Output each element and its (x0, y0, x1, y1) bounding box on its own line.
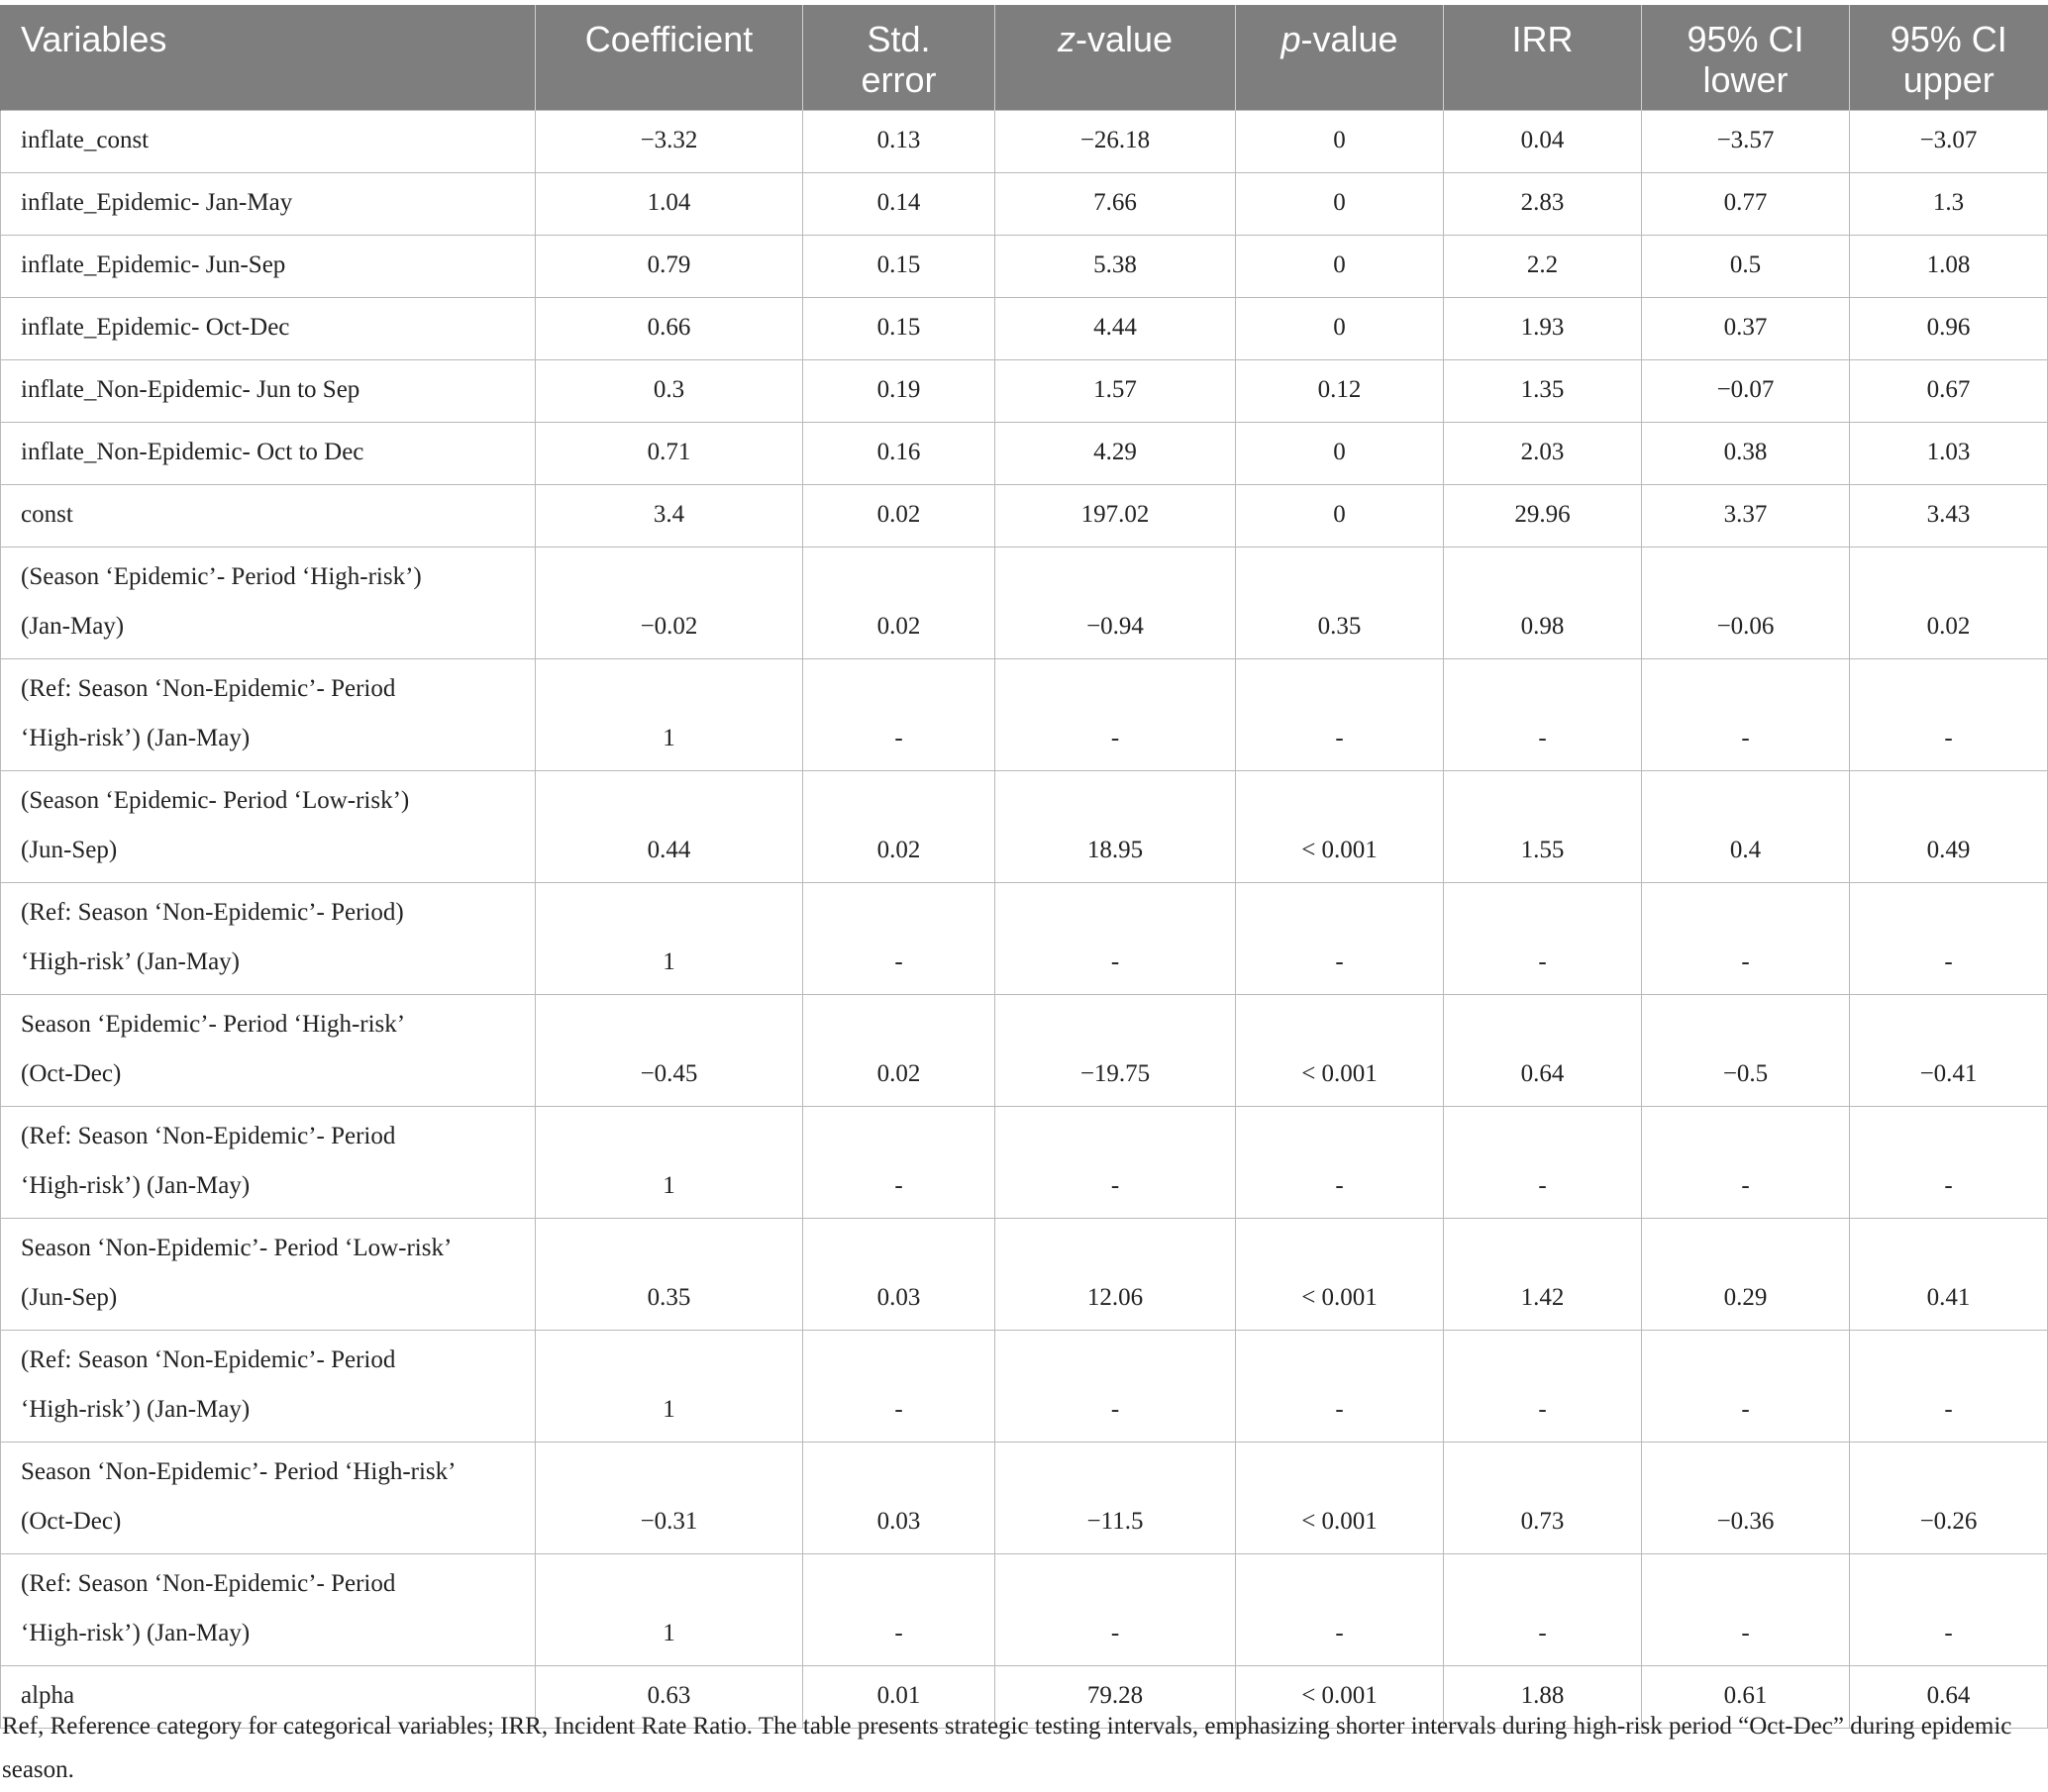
z-value-cell: −19.75 (995, 995, 1236, 1107)
std-error-cell: 0.16 (803, 423, 995, 485)
p-value-cell: 0.35 (1236, 548, 1444, 659)
variable-cell (1, 1107, 536, 1219)
table-row (1, 173, 2048, 236)
irr-cell: 1.93 (1444, 298, 1642, 360)
std-error-cell: 0.13 (803, 111, 995, 173)
header-std-error-line1: Std. (867, 19, 931, 59)
ci-lower-cell: −0.5 (1642, 995, 1850, 1107)
z-value-cell: - (995, 659, 1236, 771)
coefficient-cell: 1 (536, 1331, 803, 1443)
irr-cell: 1.55 (1444, 771, 1642, 883)
variable-line: (Oct-Dec) (21, 1060, 122, 1087)
variable-line: (Ref: Season ‘Non-Epidemic’- Period (21, 675, 396, 702)
z-value-cell: - (995, 1331, 1236, 1443)
p-value-cell: < 0.001 (1236, 1666, 1444, 1729)
variable-cell (1, 883, 536, 995)
header-ci-lower-line1: 95% CI (1687, 19, 1804, 59)
header-variables: Variables (1, 5, 536, 111)
table-row (1, 1554, 2048, 1666)
p-value-cell: < 0.001 (1236, 771, 1444, 883)
p-value-cell: 0 (1236, 423, 1444, 485)
ci-lower-cell: 0.61 (1642, 1666, 1850, 1729)
variable-line: inflate_Epidemic- Jan-May (21, 189, 293, 216)
ci-upper-cell: −0.26 (1850, 1443, 2048, 1554)
table-row (1, 771, 2048, 883)
z-value-cell: −26.18 (995, 111, 1236, 173)
std-error-cell: - (803, 1107, 995, 1219)
irr-cell: 0.64 (1444, 995, 1642, 1107)
variable-cell (1, 298, 536, 360)
irr-cell: 2.83 (1444, 173, 1642, 236)
table-header (1, 5, 2048, 111)
ci-upper-cell: - (1850, 1107, 2048, 1219)
header-z-rest: -value (1075, 19, 1174, 59)
std-error-cell: 0.02 (803, 548, 995, 659)
header-z-value (995, 5, 1236, 111)
irr-cell: - (1444, 1331, 1642, 1443)
irr-cell: 1.88 (1444, 1666, 1642, 1729)
p-value-cell: - (1236, 659, 1444, 771)
ci-lower-cell: −3.57 (1642, 111, 1850, 173)
p-value-cell: - (1236, 1554, 1444, 1666)
table-row (1, 1443, 2048, 1554)
coefficient-cell: 0.71 (536, 423, 803, 485)
variable-line: ‘High-risk’ (Jan-May) (21, 948, 240, 975)
table-row (1, 360, 2048, 423)
variable-line: (Jan-May) (21, 613, 125, 640)
p-value-cell: - (1236, 883, 1444, 995)
p-value-cell: < 0.001 (1236, 1219, 1444, 1331)
table-row (1, 995, 2048, 1107)
variable-cell (1, 485, 536, 548)
ci-lower-cell: −0.06 (1642, 548, 1850, 659)
regression-table (0, 5, 2048, 1729)
ci-lower-cell: - (1642, 1554, 1850, 1666)
irr-cell: - (1444, 1107, 1642, 1219)
z-value-cell: 18.95 (995, 771, 1236, 883)
p-value-cell: 0 (1236, 485, 1444, 548)
ci-lower-cell: - (1642, 1331, 1850, 1443)
p-value-cell: 0 (1236, 236, 1444, 298)
variable-cell (1, 1331, 536, 1443)
variable-cell (1, 1443, 536, 1554)
variable-line: ‘High-risk’) (Jan-May) (21, 725, 251, 751)
variable-cell (1, 1554, 536, 1666)
coefficient-cell: 0.63 (536, 1666, 803, 1729)
ci-upper-cell: 1.03 (1850, 423, 2048, 485)
ci-upper-cell: 0.02 (1850, 548, 2048, 659)
variable-line: (Ref: Season ‘Non-Epidemic’- Period (21, 1570, 396, 1597)
coefficient-cell: 3.4 (536, 485, 803, 548)
table-row (1, 1219, 2048, 1331)
variable-line: inflate_Epidemic- Oct-Dec (21, 314, 290, 341)
p-value-cell: 0.12 (1236, 360, 1444, 423)
coefficient-cell: −3.32 (536, 111, 803, 173)
z-value-cell: −0.94 (995, 548, 1236, 659)
table-row (1, 111, 2048, 173)
std-error-cell: 0.14 (803, 173, 995, 236)
table-row (1, 236, 2048, 298)
variable-cell (1, 111, 536, 173)
ci-upper-cell: 0.49 (1850, 771, 2048, 883)
z-value-cell: 5.38 (995, 236, 1236, 298)
variable-cell (1, 360, 536, 423)
coefficient-cell: 1.04 (536, 173, 803, 236)
table-row (1, 423, 2048, 485)
z-value-cell: - (995, 883, 1236, 995)
variable-line: (Jun-Sep) (21, 1284, 118, 1311)
header-std-error (803, 5, 995, 111)
header-ci-lower-line2: lower (1702, 59, 1789, 100)
variable-line: (Ref: Season ‘Non-Epidemic’- Period) (21, 899, 404, 926)
variable-cell (1, 548, 536, 659)
ci-upper-cell: 1.3 (1850, 173, 2048, 236)
ci-lower-cell: - (1642, 659, 1850, 771)
table-row (1, 485, 2048, 548)
std-error-cell: 0.02 (803, 771, 995, 883)
header-z-italic: z (1057, 19, 1075, 59)
variable-cell (1, 995, 536, 1107)
variable-line: (Season ‘Epidemic’- Period ‘High-risk’) (21, 563, 422, 590)
coefficient-cell: −0.45 (536, 995, 803, 1107)
ci-upper-cell: 0.67 (1850, 360, 2048, 423)
variable-cell (1, 771, 536, 883)
variable-line: Season ‘Non-Epidemic’- Period ‘Low-risk’ (21, 1235, 453, 1261)
irr-cell: 0.73 (1444, 1443, 1642, 1554)
variable-line: ‘High-risk’) (Jan-May) (21, 1620, 251, 1646)
ci-upper-cell: - (1850, 659, 2048, 771)
irr-cell: 29.96 (1444, 485, 1642, 548)
ci-upper-cell: - (1850, 883, 2048, 995)
irr-cell: - (1444, 659, 1642, 771)
ci-lower-cell: 0.77 (1642, 173, 1850, 236)
irr-cell: 2.03 (1444, 423, 1642, 485)
ci-upper-cell: - (1850, 1554, 2048, 1666)
ci-lower-cell: −0.36 (1642, 1443, 1850, 1554)
coefficient-cell: −0.02 (536, 548, 803, 659)
std-error-cell: 0.01 (803, 1666, 995, 1729)
variable-line: (Oct-Dec) (21, 1508, 122, 1535)
z-value-cell: - (995, 1554, 1236, 1666)
variable-line: alpha (21, 1682, 75, 1709)
header-ci-upper-line1: 95% CI (1890, 19, 2007, 59)
header-row (1, 5, 2048, 111)
ci-upper-cell: −3.07 (1850, 111, 2048, 173)
variable-cell (1, 659, 536, 771)
ci-upper-cell: 0.64 (1850, 1666, 2048, 1729)
irr-cell: - (1444, 1554, 1642, 1666)
ci-upper-cell: 0.96 (1850, 298, 2048, 360)
irr-cell: 1.35 (1444, 360, 1642, 423)
variable-cell (1, 236, 536, 298)
variable-cell (1, 423, 536, 485)
variable-line: (Jun-Sep) (21, 837, 118, 863)
ci-lower-cell: 0.29 (1642, 1219, 1850, 1331)
ci-lower-cell: - (1642, 883, 1850, 995)
header-p-value (1236, 5, 1444, 111)
header-irr: IRR (1444, 5, 1642, 111)
header-ci-lower (1642, 5, 1850, 111)
coefficient-cell: 1 (536, 883, 803, 995)
table-row (1, 883, 2048, 995)
coefficient-cell: 1 (536, 1554, 803, 1666)
p-value-cell: < 0.001 (1236, 995, 1444, 1107)
irr-cell: 2.2 (1444, 236, 1642, 298)
table-row (1, 659, 2048, 771)
p-value-cell: 0 (1236, 111, 1444, 173)
z-value-cell: −11.5 (995, 1443, 1236, 1554)
coefficient-cell: 1 (536, 1107, 803, 1219)
variable-line: Season ‘Non-Epidemic’- Period ‘High-risk’ (21, 1458, 457, 1485)
ci-upper-cell: −0.41 (1850, 995, 2048, 1107)
p-value-cell: < 0.001 (1236, 1443, 1444, 1554)
std-error-cell: - (803, 1331, 995, 1443)
irr-cell: 0.98 (1444, 548, 1642, 659)
table-row (1, 1107, 2048, 1219)
table-footnote: Ref, Reference category for categorical variables; IRR, Incident Rate Ratio. The table presents strategic testing intervals, emphasizing shorter intervals during high-risk period “Oct-Dec” during epidemic season. (2, 1713, 2012, 1783)
ci-lower-cell: 0.4 (1642, 771, 1850, 883)
coefficient-cell: 0.44 (536, 771, 803, 883)
ci-lower-cell: 3.37 (1642, 485, 1850, 548)
z-value-cell: 7.66 (995, 173, 1236, 236)
header-ci-upper (1850, 5, 2048, 111)
header-p-rest: -value (1300, 19, 1398, 59)
std-error-cell: - (803, 883, 995, 995)
irr-cell: - (1444, 883, 1642, 995)
irr-cell: 0.04 (1444, 111, 1642, 173)
ci-upper-cell: 3.43 (1850, 485, 2048, 548)
table-row (1, 548, 2048, 659)
variable-line: (Ref: Season ‘Non-Epidemic’- Period (21, 1346, 396, 1373)
coefficient-cell: 0.79 (536, 236, 803, 298)
std-error-cell: - (803, 659, 995, 771)
variable-line: const (21, 501, 73, 528)
std-error-cell: 0.15 (803, 298, 995, 360)
z-value-cell: 1.57 (995, 360, 1236, 423)
coefficient-cell: 0.35 (536, 1219, 803, 1331)
header-ci-upper-line2: upper (1902, 59, 1995, 100)
p-value-cell: - (1236, 1107, 1444, 1219)
coefficient-cell: −0.31 (536, 1443, 803, 1554)
header-p-italic: p (1280, 19, 1301, 59)
ci-upper-cell: - (1850, 1331, 2048, 1443)
irr-cell: 1.42 (1444, 1219, 1642, 1331)
z-value-cell: 197.02 (995, 485, 1236, 548)
coefficient-cell: 0.3 (536, 360, 803, 423)
z-value-cell: 4.29 (995, 423, 1236, 485)
coefficient-cell: 1 (536, 659, 803, 771)
std-error-cell: 0.03 (803, 1219, 995, 1331)
variable-line: (Ref: Season ‘Non-Epidemic’- Period (21, 1123, 396, 1149)
header-std-error-line2: error (861, 59, 937, 100)
header-coefficient: Coefficient (536, 5, 803, 111)
z-value-cell: 4.44 (995, 298, 1236, 360)
ci-upper-cell: 1.08 (1850, 236, 2048, 298)
std-error-cell: - (803, 1554, 995, 1666)
ci-lower-cell: 0.38 (1642, 423, 1850, 485)
p-value-cell: - (1236, 1331, 1444, 1443)
ci-lower-cell: 0.5 (1642, 236, 1850, 298)
table-row (1, 298, 2048, 360)
variable-line: (Season ‘Epidemic- Period ‘Low-risk’) (21, 787, 410, 814)
variable-line: ‘High-risk’) (Jan-May) (21, 1396, 251, 1423)
table-row (1, 1331, 2048, 1443)
table-body (1, 111, 2048, 1729)
ci-lower-cell: −0.07 (1642, 360, 1850, 423)
std-error-cell: 0.02 (803, 485, 995, 548)
variable-cell (1, 173, 536, 236)
std-error-cell: 0.02 (803, 995, 995, 1107)
z-value-cell: 12.06 (995, 1219, 1236, 1331)
variable-line: Season ‘Epidemic’- Period ‘High-risk’ (21, 1011, 406, 1038)
z-value-cell: 79.28 (995, 1666, 1236, 1729)
std-error-cell: 0.19 (803, 360, 995, 423)
std-error-cell: 0.15 (803, 236, 995, 298)
variable-line: inflate_Epidemic- Jun-Sep (21, 251, 286, 278)
variable-line: inflate_Non-Epidemic- Oct to Dec (21, 439, 364, 465)
p-value-cell: 0 (1236, 173, 1444, 236)
variable-cell (1, 1219, 536, 1331)
z-value-cell: - (995, 1107, 1236, 1219)
std-error-cell: 0.03 (803, 1443, 995, 1554)
ci-lower-cell: - (1642, 1107, 1850, 1219)
variable-line: inflate_Non-Epidemic- Jun to Sep (21, 376, 360, 403)
ci-upper-cell: 0.41 (1850, 1219, 2048, 1331)
coefficient-cell: 0.66 (536, 298, 803, 360)
p-value-cell: 0 (1236, 298, 1444, 360)
variable-line: inflate_const (21, 127, 150, 153)
variable-line: ‘High-risk’) (Jan-May) (21, 1172, 251, 1199)
ci-lower-cell: 0.37 (1642, 298, 1850, 360)
